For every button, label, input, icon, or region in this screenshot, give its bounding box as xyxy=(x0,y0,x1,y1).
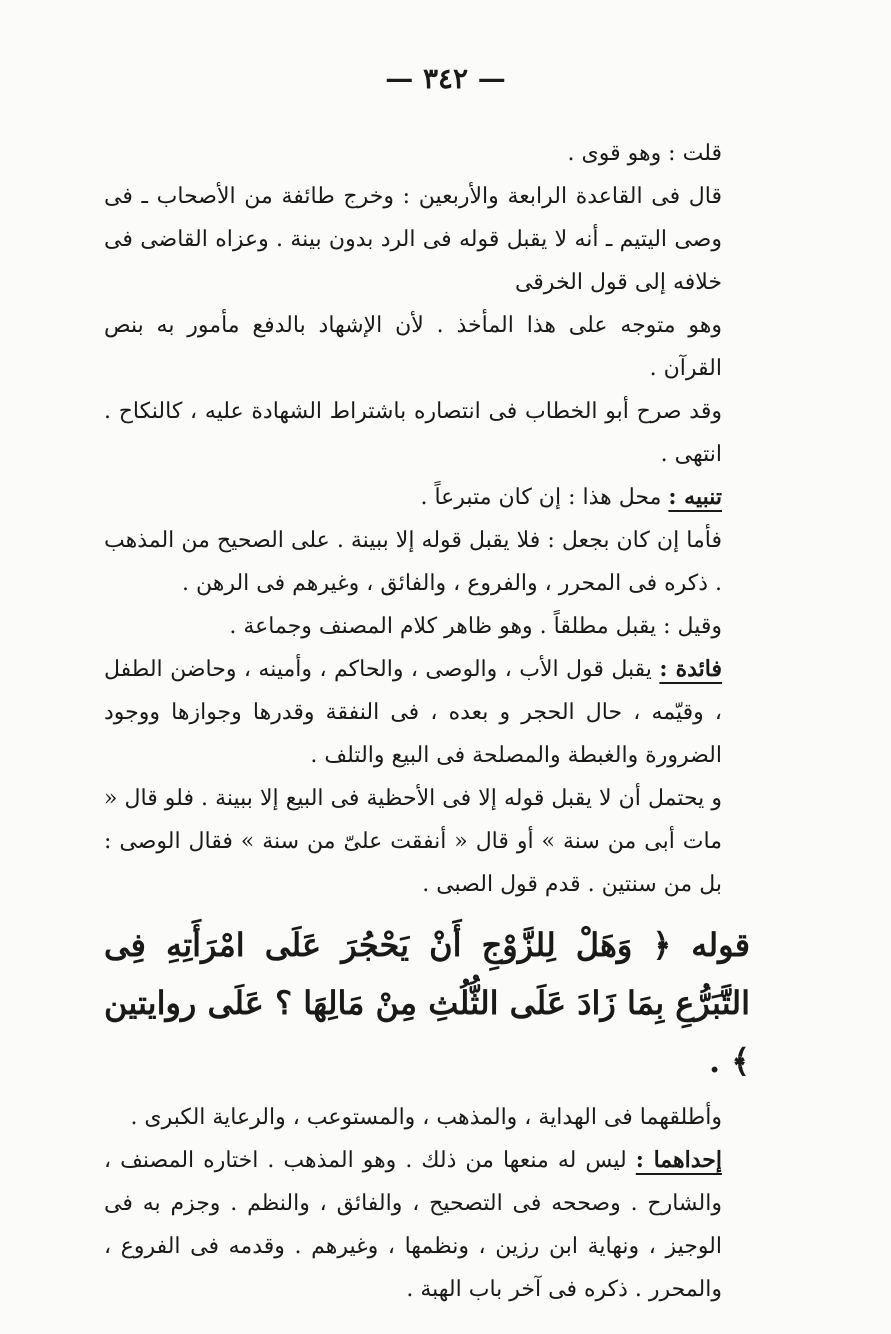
paragraph xyxy=(104,605,750,648)
paragraph xyxy=(104,476,750,519)
paragraph-text: قال فى القاعدة الرابعة والأربعين : وخرج طائفة من الأصحاب ـ فى وصى اليتيم ـ أنه لا يقبل قوله فى الرد بدون بينة . وعزاه القاضى فى خلافه إلى قول الخرقى xyxy=(104,184,722,295)
paragraph-text: وأطلقهما فى الهداية ، والمذهب ، والمستوعب ، والرعاية الكبرى . xyxy=(130,1105,722,1130)
paragraph-text: قلت : وهو قوى . xyxy=(567,141,722,166)
paragraph xyxy=(104,132,750,175)
paragraph-text: قوله ﴿ وَهَلْ لِلزَّوْجِ أَنْ يَحْجُرَ عَلَى امْرَأَتِهِ فِى التَّبَرُّعِ بِمَا زَادَ عَلَى الثُّلُثِ مِنْ مَالِهَا ؟ عَلَى روايتين ﴾ . xyxy=(104,926,750,1080)
paragraph-text: و يحتمل أن لا يقبل قوله إلا فى الأحظية فى البيع إلا ببينة . فلو قال « مات أبى من سنة » أو قال « أنفقت علىّ من سنة » فقال الوصى : بل من سنتين . قدم قول الصبى . xyxy=(104,786,722,897)
paragraph-text: وقد صرح أبو الخطاب فى انتصاره باشتراط الشهادة عليه ، كالنكاح . انتهى . xyxy=(104,399,723,467)
paragraph-text: فأما إن كان بجعل : فلا يقبل قوله إلا ببينة . على الصحيح من المذهب . ذكره فى المحرر ، والفروع ، والفائق ، وغيرهم فى الرهن . xyxy=(104,528,722,596)
paragraph xyxy=(104,390,750,476)
paragraph xyxy=(104,1139,750,1311)
note-label: إحداهما : xyxy=(635,1147,722,1173)
paragraph-text: يقبل قول الأب ، والوصى ، والحاكم ، وأمينه ، وحاضن الطفل ، وقيّمه ، حال الحجر و بعده ، فى النفقة وقدرها وجوازها ووجود الضرورة والغبطة والمصلحة فى البيع والتلف . xyxy=(104,657,722,768)
paragraph xyxy=(104,519,750,605)
paragraph-text: ليس له منعها من ذلك . وهو المذهب . اختاره المصنف ، والشارح . وصححه فى التصحيح ، والفائق ، والنظم . وجزم به فى الوجيز ، ونهاية ابن رزين ، ونظمها ، وغيرهم . وقدمه فى الفروع ، والمحرر . ذكره فى آخر باب الهبة . xyxy=(104,1148,722,1302)
paragraph-text: محل هذا : إن كان متبرعاً . xyxy=(420,485,662,510)
paragraph xyxy=(104,175,750,304)
note-label: تنبيه : xyxy=(668,484,722,510)
page-number: — ٣٤٢ — xyxy=(385,62,506,95)
paragraph-text: وقيل : يقبل مطلقاً . وهو ظاهر كلام المصنف وجماعة . xyxy=(229,614,722,639)
quoted-heading xyxy=(104,916,750,1090)
note-label: فائدة : xyxy=(659,656,723,682)
paragraph xyxy=(104,777,750,906)
paragraph-text: وهو متوجه على هذا المأخذ . لأن الإشهاد بالدفع مأمور به بنص القرآن . xyxy=(104,313,722,381)
paragraph xyxy=(104,1096,750,1139)
paragraph xyxy=(104,648,750,777)
paragraph xyxy=(104,304,750,390)
page-body xyxy=(104,132,750,1311)
